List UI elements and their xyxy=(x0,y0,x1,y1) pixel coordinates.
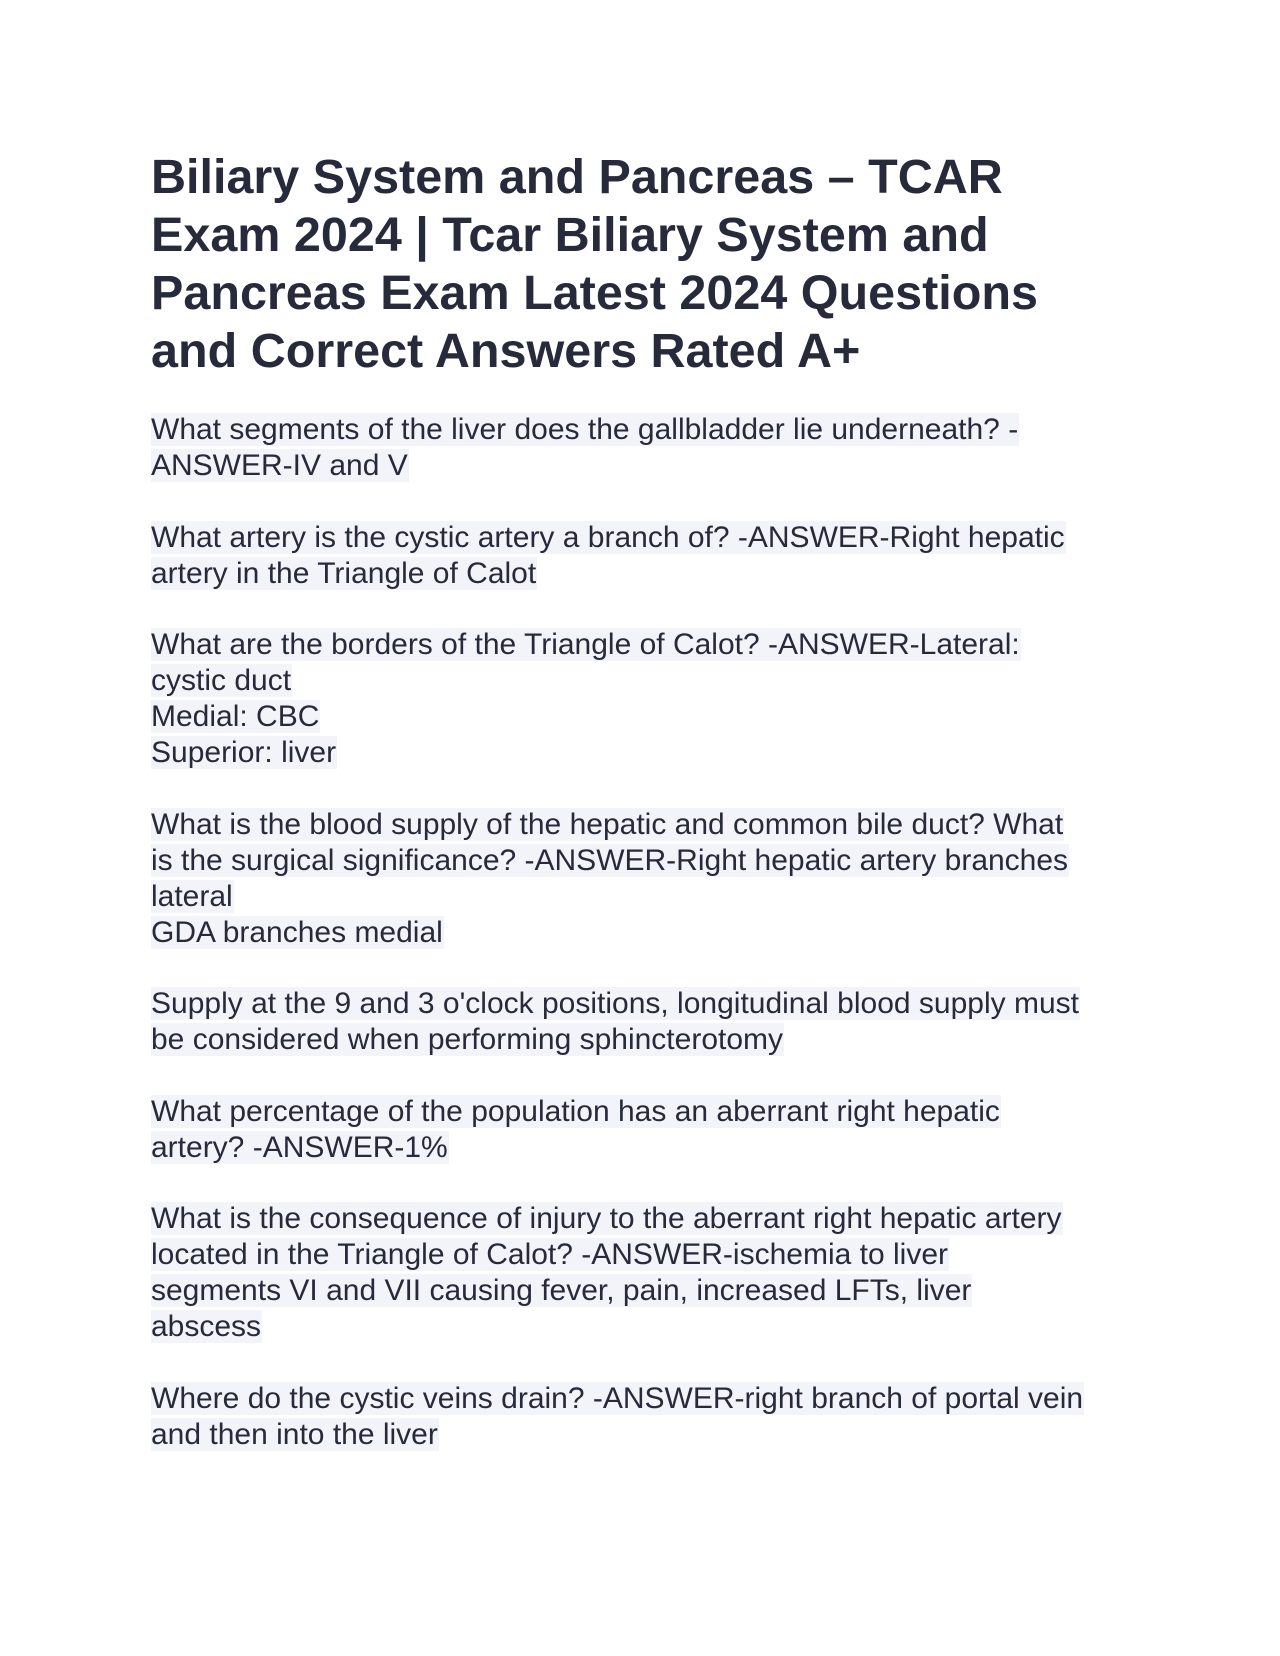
qa-item xyxy=(151,520,1141,592)
qa-line: abscess xyxy=(151,1310,262,1343)
qa-line: located in the Triangle of Calot? -ANSWER-ischemia to liver xyxy=(151,1238,948,1271)
qa-line: ANSWER-IV and V xyxy=(151,449,408,482)
document-title xyxy=(151,148,1141,380)
qa-line: cystic duct xyxy=(151,664,292,697)
title-line: and Correct Answers Rated A+ xyxy=(151,324,861,378)
qa-item xyxy=(151,1201,1141,1345)
title-line: Pancreas Exam Latest 2024 Questions xyxy=(151,266,1038,320)
qa-line: What are the borders of the Triangle of Calot? -ANSWER-Lateral: xyxy=(151,628,1020,661)
qa-line: GDA branches medial xyxy=(151,915,443,949)
qa-item xyxy=(151,1094,1141,1166)
qa-line: Superior: liver xyxy=(151,736,337,769)
qa-line: What percentage of the population has an aberrant right hepatic xyxy=(151,1094,1000,1128)
qa-line: Supply at the 9 and 3 o'clock positions, longitudinal blood supply must xyxy=(151,987,1079,1020)
qa-line: What is the blood supply of the hepatic and common bile duct? What xyxy=(151,807,1064,841)
document-page xyxy=(151,148,1141,1488)
qa-item xyxy=(151,986,1141,1058)
qa-line: Medial: CBC xyxy=(151,700,320,733)
qa-item xyxy=(151,412,1141,484)
qa-line: segments VI and VII causing fever, pain, increased LFTs, liver xyxy=(151,1274,972,1307)
qa-list xyxy=(151,412,1141,1453)
qa-item xyxy=(151,1381,1141,1453)
qa-line: artery? -ANSWER-1% xyxy=(151,1130,448,1164)
qa-item xyxy=(151,627,1141,771)
qa-line: is the surgical significance? -ANSWER-Right hepatic artery branches xyxy=(151,843,1069,877)
qa-line: lateral xyxy=(151,879,233,913)
title-line: Biliary System and Pancreas – TCAR xyxy=(151,150,1003,204)
qa-line: What segments of the liver does the gallbladder lie underneath? - xyxy=(151,413,1019,446)
qa-line: What is the consequence of injury to the aberrant right hepatic artery xyxy=(151,1202,1062,1235)
qa-line: artery in the Triangle of Calot xyxy=(151,556,537,590)
qa-line: What artery is the cystic artery a branch of? -ANSWER-Right hepatic xyxy=(151,520,1065,554)
qa-line: Where do the cystic veins drain? -ANSWER-right branch of portal vein xyxy=(151,1381,1084,1415)
qa-line: and then into the liver xyxy=(151,1417,438,1451)
qa-line: be considered when performing sphincterotomy xyxy=(151,1023,784,1056)
qa-item xyxy=(151,807,1141,951)
title-line: Exam 2024 | Tcar Biliary System and xyxy=(151,208,989,262)
